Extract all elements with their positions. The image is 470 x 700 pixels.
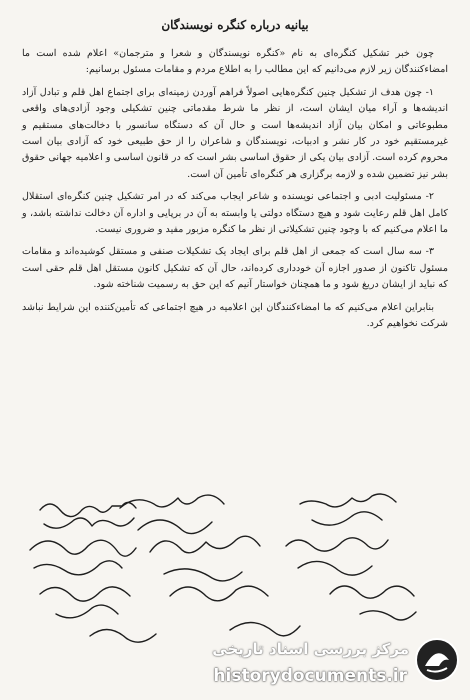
signature: [286, 538, 388, 551]
paragraph: بنابراین اعلام می‌کنیم که ما امضاءکنندگان این اعلامیه در هیچ اجتماعی که تأمین‌کننده این شرایط نباشد شرکت نخواهیم کرد.: [22, 301, 448, 330]
paragraph: ۱- چون هدف از تشکیل چنین کنگره‌هایی اصولاً فراهم آوردن زمینه‌ای برای اجتماع اهل قلم و تبادل آزاد اندیشه‌ها و آراء میان ایشان است، از نظر ما شرط مقدماتی چنین تشکیلی وجود آزادی‌های واقعی مطبوعاتی و امکان بیان آزاد اندیشه‌ها است و حال آن که دستگاه سانسور با دخالت‌های مستقیم و غیرمستقیم خود در کار نشر و ادبیات، نویسندگان و شاعران را از حق طبیعی خود که آزادی بیان است محروم کرده است. آزادی بیان یکی از حقوق اساسی بشر است که در قانون اساسی و اعلامیه جهانی حقوق بشر نیز تضمین شده و لازمه برگزاری هر کنگره‌ای تأمین آن است.: [22, 86, 448, 180]
document-body: [22, 46, 448, 339]
signature: [170, 586, 268, 601]
signature: [40, 502, 136, 516]
paragraph: ۳- سه سال است که جمعی از اهل قلم برای ایجاد یک تشکیلات صنفی و مستقل کوشیده‌اند و مقامات مسئول تاکنون از صدور اجازه آن خودداری کرده‌اند، حال آن که تشکیل کانون مستقل اهل قلم حقی است که نباید از ایشان دریغ شود و ما همچنان خواستار آنیم که این حق به رسمیت شناخته شود.: [22, 246, 448, 291]
signature: [312, 512, 382, 525]
watermark-title: مرکز بررسی اسناد تاریخی: [212, 640, 409, 658]
paragraph: چون خبر تشکیل کنگره‌ای به نام «کنگره نویسندگان و شعرا و مترجمان» اعلام شده است ما امضاءکنندگان زیر لازم می‌دانیم که این مطالب را به اطلاع مردم و مقامات مسئول برسانیم:: [22, 48, 448, 76]
signature: [30, 540, 136, 556]
signature: [40, 587, 130, 601]
signature: [90, 629, 156, 642]
archive-logo-icon: [413, 636, 461, 684]
signature: [138, 520, 212, 534]
signature: [360, 611, 416, 620]
signature: [44, 518, 134, 528]
signature: [330, 586, 414, 598]
signature: [34, 561, 122, 575]
document-title: بیانیه درباره کنگره نویسندگان: [161, 18, 309, 32]
signature: [300, 494, 396, 507]
paragraph: ۲- مسئولیت ادبی و اجتماعی نویسنده و شاعر ایجاب می‌کند که در امر تشکیل چنین کنگره‌ای استقلال کامل اهل قلم رعایت شود و هیچ دستگاه دولتی یا وابسته به آن در برپایی و اداره آن دخالت نداشته باشد، و ما اعلام می‌کنیم که با وجود چنین تشکیلاتی از نظر ما کنگره مزبور مفید و ضروری نیست.: [22, 191, 448, 236]
watermark: [165, 632, 465, 694]
signature: [164, 569, 242, 581]
signature: [150, 536, 260, 553]
watermark-url: historydocuments.ir: [213, 666, 407, 686]
signature: [56, 605, 118, 618]
signature: [298, 561, 372, 575]
signature: [120, 495, 224, 508]
